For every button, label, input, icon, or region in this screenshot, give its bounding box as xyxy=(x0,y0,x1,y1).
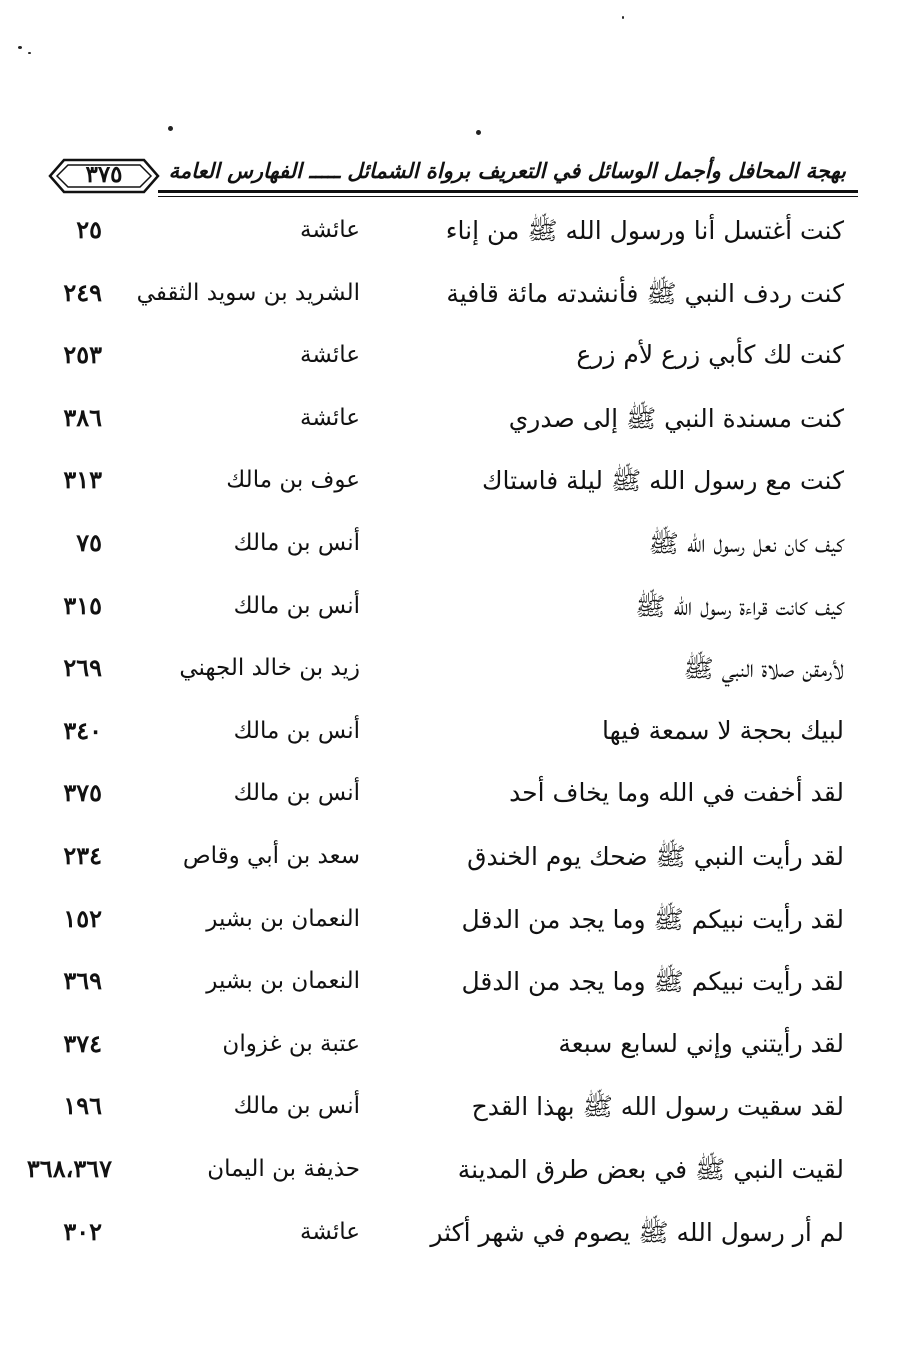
page-reference: ٧٥ xyxy=(76,527,102,557)
narrator-name: عوف بن مالك xyxy=(226,467,360,494)
narrator-name: النعمان بن بشير xyxy=(206,968,360,995)
scan-speck xyxy=(18,46,22,49)
header-rule xyxy=(158,190,858,193)
index-row xyxy=(0,1144,902,1207)
header-rule xyxy=(158,196,858,197)
narrator-name: أنس بن مالك xyxy=(233,1093,360,1120)
index-row xyxy=(0,330,902,393)
narrator-name: الشريد بن سويد الثقفي xyxy=(136,279,360,306)
narrator-name: عائشة xyxy=(300,404,360,431)
index-row xyxy=(0,268,902,331)
narrator-name: عائشة xyxy=(300,217,360,243)
narrator-name: أنس بن مالك xyxy=(233,529,360,556)
hadith-text: لم أر رسول الله ﷺ يصوم في شهر أكثر xyxy=(430,1217,844,1247)
hadith-text: لقد رأيتني وإني لسابع سبعة xyxy=(558,1028,844,1058)
page-reference: ٢٦٩ xyxy=(63,653,102,683)
narrator-name: عائشة xyxy=(300,1218,360,1245)
page-reference: ٣٠٢ xyxy=(63,1216,102,1246)
page-reference: ٣٦٨،٣٦٧ xyxy=(26,1153,112,1183)
hadith-text: لقد رأيت نبيكم ﷺ وما يجد من الدقل xyxy=(461,967,844,997)
page-reference: ٣٧٤ xyxy=(63,1028,102,1058)
scan-speck xyxy=(476,130,481,135)
scan-speck xyxy=(622,16,624,19)
index-table xyxy=(0,205,902,1269)
index-row xyxy=(0,956,902,1019)
index-row xyxy=(0,1019,902,1082)
page-reference: ٢٥ xyxy=(76,215,102,244)
narrator-name: سعد بن أبي وقاص xyxy=(182,842,360,869)
hadith-text: لقد رأيت النبي ﷺ ضحك يوم الخندق xyxy=(467,841,844,871)
index-row xyxy=(0,894,902,957)
index-row xyxy=(0,205,902,268)
hadith-text: لقيت النبي ﷺ في بعض طرق المدينة xyxy=(457,1154,844,1184)
scan-speck xyxy=(168,126,173,131)
hadith-text: لبيك بحجة لا سمعة فيها xyxy=(602,715,844,745)
hadith-text: لقد أخفت في الله وما يخاف أحد xyxy=(509,778,844,808)
scan-speck xyxy=(28,52,31,54)
hadith-text: لأرمقن صلاة النبي ﷺ xyxy=(683,654,844,684)
narrator-name: عتبة بن غزوان xyxy=(222,1030,360,1057)
index-row xyxy=(0,643,902,706)
hadith-text: كنت ردف النبي ﷺ فأنشدته مائة قافية xyxy=(446,278,844,308)
narrator-name: أنس بن مالك xyxy=(233,780,360,807)
index-row xyxy=(0,831,902,894)
hadith-text: كيف كانت قراءة رسول الله ﷺ xyxy=(635,591,844,621)
page-reference: ٢٤٩ xyxy=(63,277,102,307)
hadith-text: لقد سقيت رسول الله ﷺ بهذا القدح xyxy=(471,1092,844,1122)
narrator-name: أنس بن مالك xyxy=(233,592,360,619)
page-reference: ٣١٣ xyxy=(63,465,102,495)
narrator-name: حذيفة بن اليمان xyxy=(207,1155,360,1182)
page-reference: ٣٧٥ xyxy=(63,778,102,808)
hadith-text: لقد رأيت نبيكم ﷺ وما يجد من الدقل xyxy=(461,904,844,934)
index-row xyxy=(0,455,902,518)
hadith-text: كنت أغتسل أنا ورسول الله ﷺ من إناء xyxy=(445,216,844,245)
index-row xyxy=(0,1207,902,1270)
narrator-name: زيد بن خالد الجهني xyxy=(179,655,360,682)
narrator-name: عائشة xyxy=(300,342,360,369)
narrator-name: أنس بن مالك xyxy=(233,717,360,744)
page-number: ٣٧٥ xyxy=(85,161,123,188)
page-number-badge xyxy=(48,156,160,196)
index-row xyxy=(0,393,902,456)
index-row xyxy=(0,1081,902,1144)
index-row xyxy=(0,768,902,831)
hadith-text: كنت مع رسول الله ﷺ ليلة فاستاك xyxy=(481,466,844,496)
page-reference: ٢٥٣ xyxy=(63,340,102,370)
page-reference: ٣٦٩ xyxy=(63,966,102,996)
page-reference: ٣١٥ xyxy=(63,590,102,620)
page-reference: ١٥٢ xyxy=(63,903,102,933)
index-row xyxy=(0,581,902,644)
page-reference: ١٩٦ xyxy=(63,1091,102,1121)
page-reference: ٢٣٤ xyxy=(63,840,102,870)
index-row xyxy=(0,706,902,769)
hadith-text: كنت مسندة النبي ﷺ إلى صدري xyxy=(508,403,844,433)
index-row xyxy=(0,518,902,581)
running-header xyxy=(40,152,858,198)
hadith-text: كيف كان نعل رسول الله ﷺ xyxy=(648,528,844,558)
header-title: بهجة المحافل وأجمل الوسائل في التعريف برواة الشمائل ـــــ الفهارس العامة xyxy=(168,158,846,183)
hadith-text: كنت لك كأبي زرع لأم زرع xyxy=(576,340,844,370)
page-reference: ٣٨٦ xyxy=(63,402,102,432)
narrator-name: النعمان بن بشير xyxy=(206,905,360,932)
page-reference: ٣٤٠ xyxy=(63,715,102,745)
